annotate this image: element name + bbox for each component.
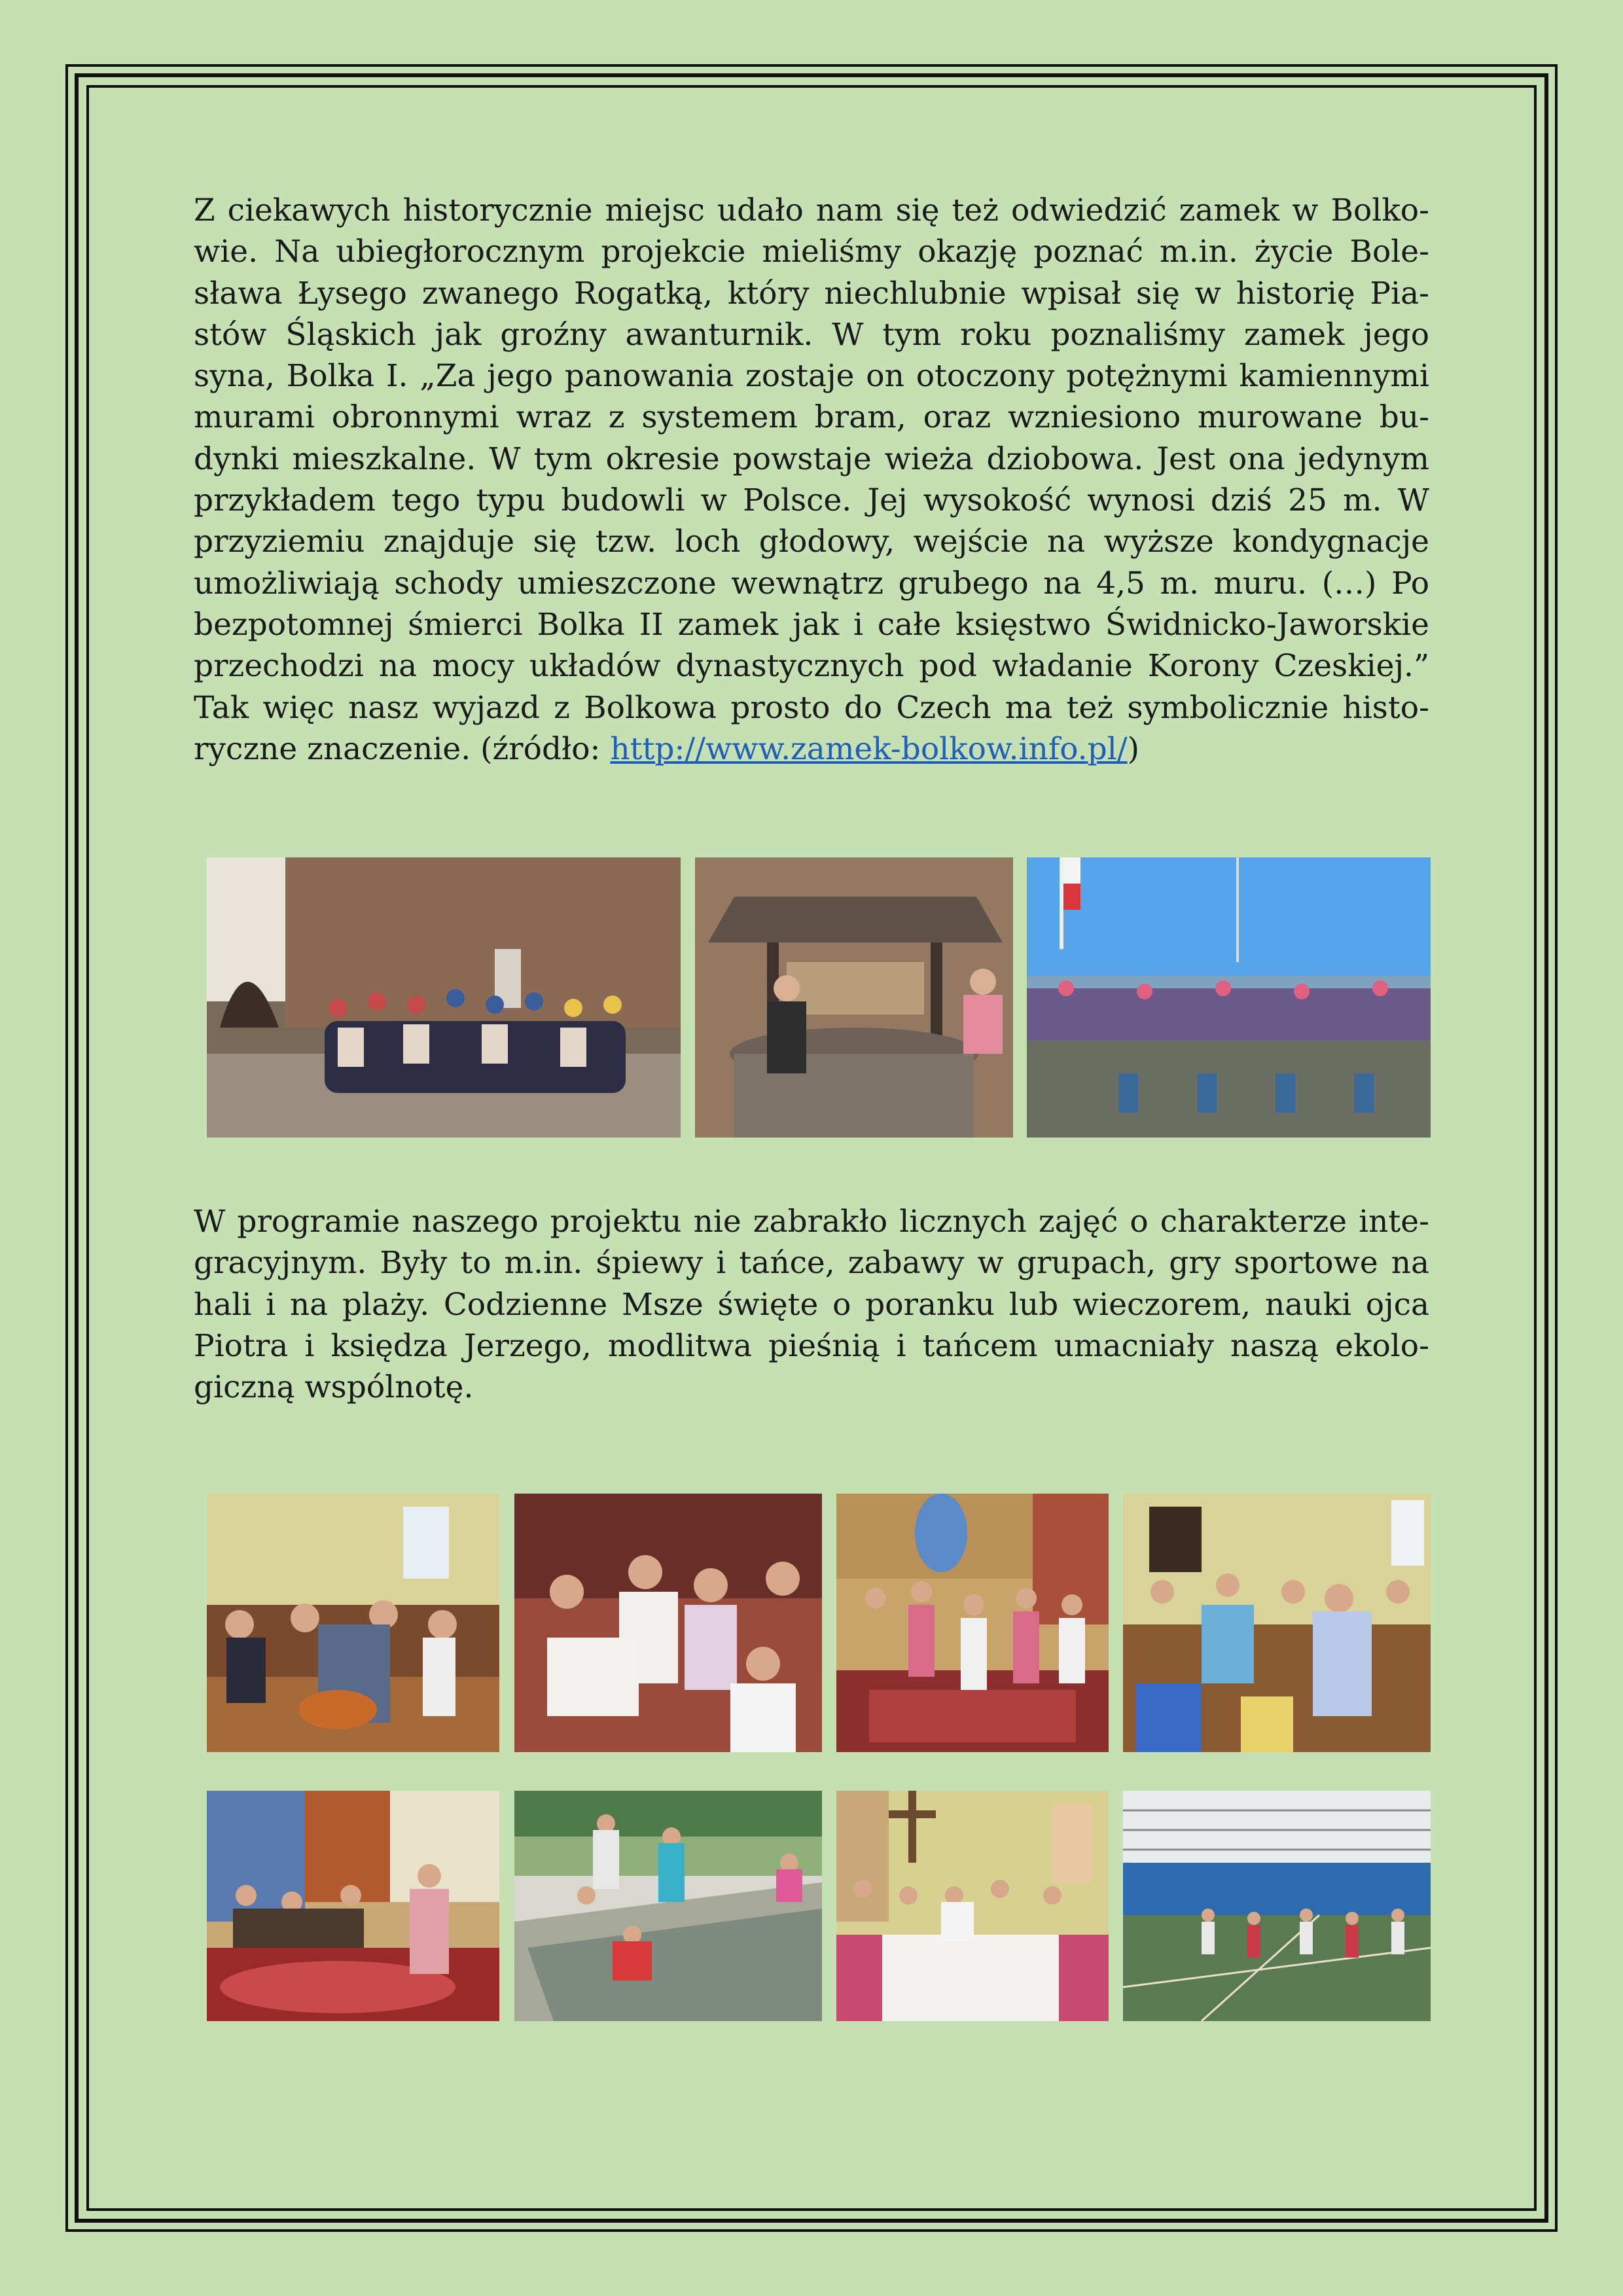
castle-ruins-group-photo — [207, 857, 681, 1138]
integration-paragraph — [194, 1201, 1429, 1408]
fountain-play-photo — [514, 1791, 822, 2021]
stone-well-photo — [695, 857, 1013, 1138]
source-link[interactable]: http://www.zamek-bolkow.info.pl/ — [610, 730, 1128, 767]
sports-hall-photo — [1123, 1791, 1431, 2021]
group-dance-photo — [1123, 1494, 1431, 1752]
tower-top-group-photo — [1027, 857, 1431, 1138]
guitar-singing-photo — [207, 1494, 499, 1752]
altar-dance-photo — [836, 1791, 1109, 2021]
girls-chatting-photo — [514, 1494, 822, 1752]
church-dancing-photo — [836, 1494, 1109, 1752]
integration-paragraph-text: W programie naszego projektu nie zabrakło licznych zajęć o charakterze integracyjnym. Były to m.in. śpiewy i tańce, zabawy w grupach, gry sportowe na hali i na plaży. Codzienne Msze święte o poranku lub wieczorem, nauki ojca Piotra i księdza Jerzego, modlitwa pieśnią i tańcem umacniały naszą ekologiczną wspólnotę. — [194, 1204, 1429, 1406]
chapel-song-photo — [207, 1791, 499, 2021]
castle-paragraph-suffix: ) — [1127, 730, 1139, 767]
castle-paragraph-text: Z ciekawych historycznie miejsc udało nam się też odwiedzić zamek w Bolkowie. Na ubiegłorocznym projekcie mieliśmy okazję poznać m.in. życie Bolesława Łysego zwanego Rogatką, który niechlubnie wpisał się w historię Piastów Śląskich jak groźny awanturnik. W tym roku poznaliśmy zamek jego syna, Bolka I. „Za jego panowania zostaje on otoczony potężnymi kamiennymi murami obronnymi wraz z systemem bram, oraz wzniesiono murowane budynki mieszkalne. W tym okresie powstaje wieża dziobowa. Jest ona jedynym przykładem tego typu budowli w Polsce. Jej wysokość wynosi dziś 25 m. W przyziemiu znajduje się tzw. loch głodowy, wejście na wyższe kondygnacje umożliwiają schody umieszczone wewnątrz grubego na 4,5 m. muru. (…) Po bezpotomnej śmierci Bolka II zamek jak i całe księstwo Świdnicko-Jaworskie przechodzi na mocy układów dynastycznych pod władanie Korony Czeskiej.” Tak więc nasz wyjazd z Bolkowa prosto do Czech ma też symbolicznie historyczne znaczenie. (źródło: — [194, 192, 1429, 767]
castle-paragraph — [194, 190, 1429, 770]
